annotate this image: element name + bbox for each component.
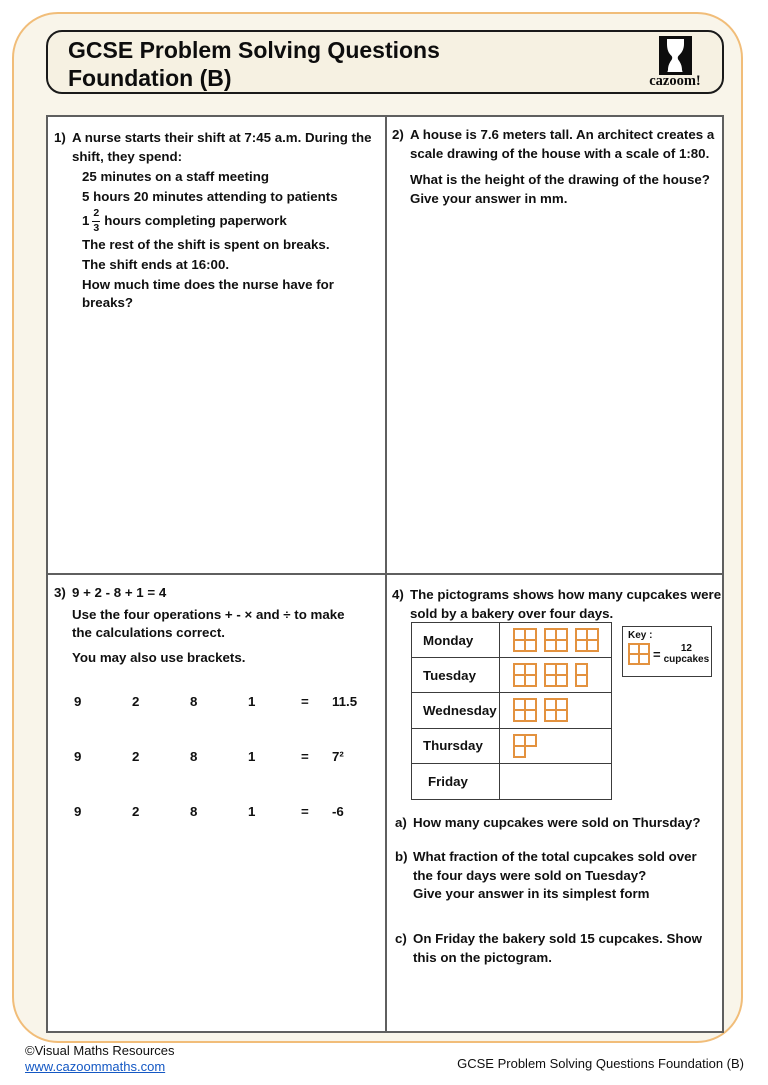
equation-number: 1 (248, 804, 256, 819)
question-2-intro-text: A house is 7.6 meters tall. An architect creates a scale drawing of the house with a scale of 1:80. (410, 127, 715, 161)
question-1-items (82, 168, 374, 313)
question-2 (392, 126, 718, 208)
equation-number: 1 (248, 749, 256, 764)
pictogram-table (411, 622, 612, 800)
page-title-line2: Foundation (B) (68, 65, 232, 91)
footer-right-title: GCSE Problem Solving Questions Foundation (B) (457, 1056, 744, 1071)
pictogram-row-tuesday (412, 658, 611, 693)
question-1 (54, 129, 374, 313)
pictogram-row-thursday (412, 729, 611, 764)
fraction-whole: 1 (82, 212, 90, 228)
equation-number: 1 (248, 694, 256, 709)
cazoom-logo-text: cazoom! (649, 73, 701, 89)
fraction-two-thirds (92, 208, 100, 233)
pictogram-icons-cell (500, 658, 611, 692)
pictogram-icons-cell (500, 764, 611, 799)
pictogram-icon-full (628, 643, 650, 665)
key-equals-sign: = (653, 646, 661, 662)
pictogram-icons-cell (500, 729, 611, 763)
key-icon-cell (628, 643, 650, 665)
pictogram-icon-full (575, 628, 599, 652)
question-4a-text: How many cupcakes were sold on Thursday? (413, 815, 701, 830)
shift-end-line: The shift ends at 16:00. (82, 256, 230, 272)
footer-left (25, 1043, 175, 1074)
cazoommaths-link[interactable]: www.cazoommaths.com (25, 1058, 166, 1074)
question-1-prompt: How much time does the nurse have for breaks? (82, 276, 334, 310)
question-1-intro-text: A nurse starts their shift at 7:45 a.m. During the shift, they spend: (72, 130, 372, 164)
equation-number: 8 (190, 804, 198, 819)
copyright-text: ©Visual Maths Resources (25, 1043, 175, 1058)
equation-number: 2 (132, 749, 140, 764)
question-1-intro (54, 129, 374, 166)
paperwork-item-text: hours completing paperwork (104, 212, 287, 228)
pictogram-icon-three-quarter (513, 734, 537, 758)
question-1-number: 1) (54, 130, 66, 145)
equation-row-1 (72, 694, 380, 709)
pictogram-row-wednesday (412, 693, 611, 728)
question-4-number: 4) (392, 587, 404, 602)
pictogram-key (622, 626, 712, 677)
question-4b (395, 848, 717, 904)
question-4c-label: c) (395, 931, 407, 946)
pictogram-icons-cell (500, 693, 611, 727)
pictogram-icon-full (513, 698, 537, 722)
equation-number: 2 (132, 694, 140, 709)
fraction-denominator: 3 (93, 221, 100, 234)
question-4-intro (392, 586, 722, 623)
pictogram-icon-full (544, 663, 568, 687)
page-title (68, 36, 440, 92)
pictogram-day-label: Tuesday (412, 658, 500, 692)
key-value-number: 12 (680, 643, 692, 654)
equation-number: 2 (132, 804, 140, 819)
key-value (664, 643, 710, 665)
pictogram-icon-full (513, 628, 537, 652)
question-3-note: You may also use brackets. (72, 649, 246, 665)
question-4c-text: On Friday the bakery sold 15 cupcakes. Show this on the pictogram. (413, 931, 702, 965)
key-label: Key : (628, 630, 653, 641)
question-2-prompt-line1: What is the height of the drawing of the house? (410, 172, 710, 187)
page-border-frame (12, 12, 743, 1043)
cazoom-vase-icon (659, 36, 692, 75)
question-4c (395, 930, 717, 967)
question-2-prompt-line2: Give your answer in mm. (410, 190, 568, 206)
worksheet-header (46, 30, 724, 94)
question-4a-label: a) (395, 815, 407, 830)
pictogram-row-friday (412, 764, 611, 799)
equals-sign: = (301, 804, 309, 819)
question-4a (395, 814, 717, 833)
breaks-line: The rest of the shift is spent on breaks. (82, 236, 330, 252)
question-3-number: 3) (54, 585, 66, 600)
paperwork-item (82, 208, 374, 234)
pictogram-day-label: Friday (412, 764, 500, 799)
page-title-line1: GCSE Problem Solving Questions (68, 37, 440, 63)
pictogram-day-label: Monday (412, 623, 500, 657)
meeting-item: 25 minutes on a staff meeting (82, 168, 269, 184)
pictogram-icon-full (513, 663, 537, 687)
equals-sign: = (301, 694, 309, 709)
spacer (392, 163, 718, 171)
question-2-intro (392, 126, 718, 163)
equals-sign: = (301, 749, 309, 764)
fraction-numerator: 2 (92, 208, 100, 221)
question-2-number: 2) (392, 127, 404, 142)
question-4b-line1: What fraction of the total cupcakes sold over the four days were sold on Tuesday? (413, 849, 697, 883)
equation-number: 8 (190, 749, 198, 764)
question-4 (392, 586, 722, 1031)
question-3-equation-line (54, 584, 380, 603)
question-3-equation: 9 + 2 - 8 + 1 = 4 (72, 585, 167, 600)
question-4-intro-text: The pictograms shows how many cupcakes were sold by a bakery over four days. (410, 587, 722, 621)
equation-result: 11.5 (332, 694, 358, 709)
equation-number: 8 (190, 694, 198, 709)
key-row (628, 643, 710, 665)
question-4b-label: b) (395, 849, 408, 864)
question-3-instruction: Use the four operations + - × and ÷ to make the calculations correct. (72, 606, 345, 640)
pictogram-icon-full (544, 628, 568, 652)
pictogram-day-label: Wednesday (412, 693, 500, 727)
key-value-unit: cupcakes (663, 654, 710, 665)
cazoom-logo (642, 36, 708, 90)
equation-result: 7² (332, 749, 344, 764)
pictogram-day-label: Thursday (412, 729, 500, 763)
question-4b-text (413, 848, 713, 904)
equation-number: 9 (74, 749, 82, 764)
equation-result: -6 (332, 804, 344, 819)
pictogram-icon-half (575, 663, 588, 687)
horizontal-divider (48, 573, 722, 575)
equation-number: 9 (74, 804, 82, 819)
equation-row-2 (72, 749, 380, 764)
question-4b-line2: Give your answer in its simplest form (413, 886, 650, 901)
equation-row-3 (72, 804, 380, 819)
pictogram-row-monday (412, 623, 611, 658)
pictogram-icon-full (544, 698, 568, 722)
pictogram-icons-cell (500, 623, 611, 657)
questions-grid (46, 115, 724, 1033)
question-3 (54, 584, 380, 819)
equation-number: 9 (74, 694, 82, 709)
patients-item: 5 hours 20 minutes attending to patients (82, 188, 338, 204)
